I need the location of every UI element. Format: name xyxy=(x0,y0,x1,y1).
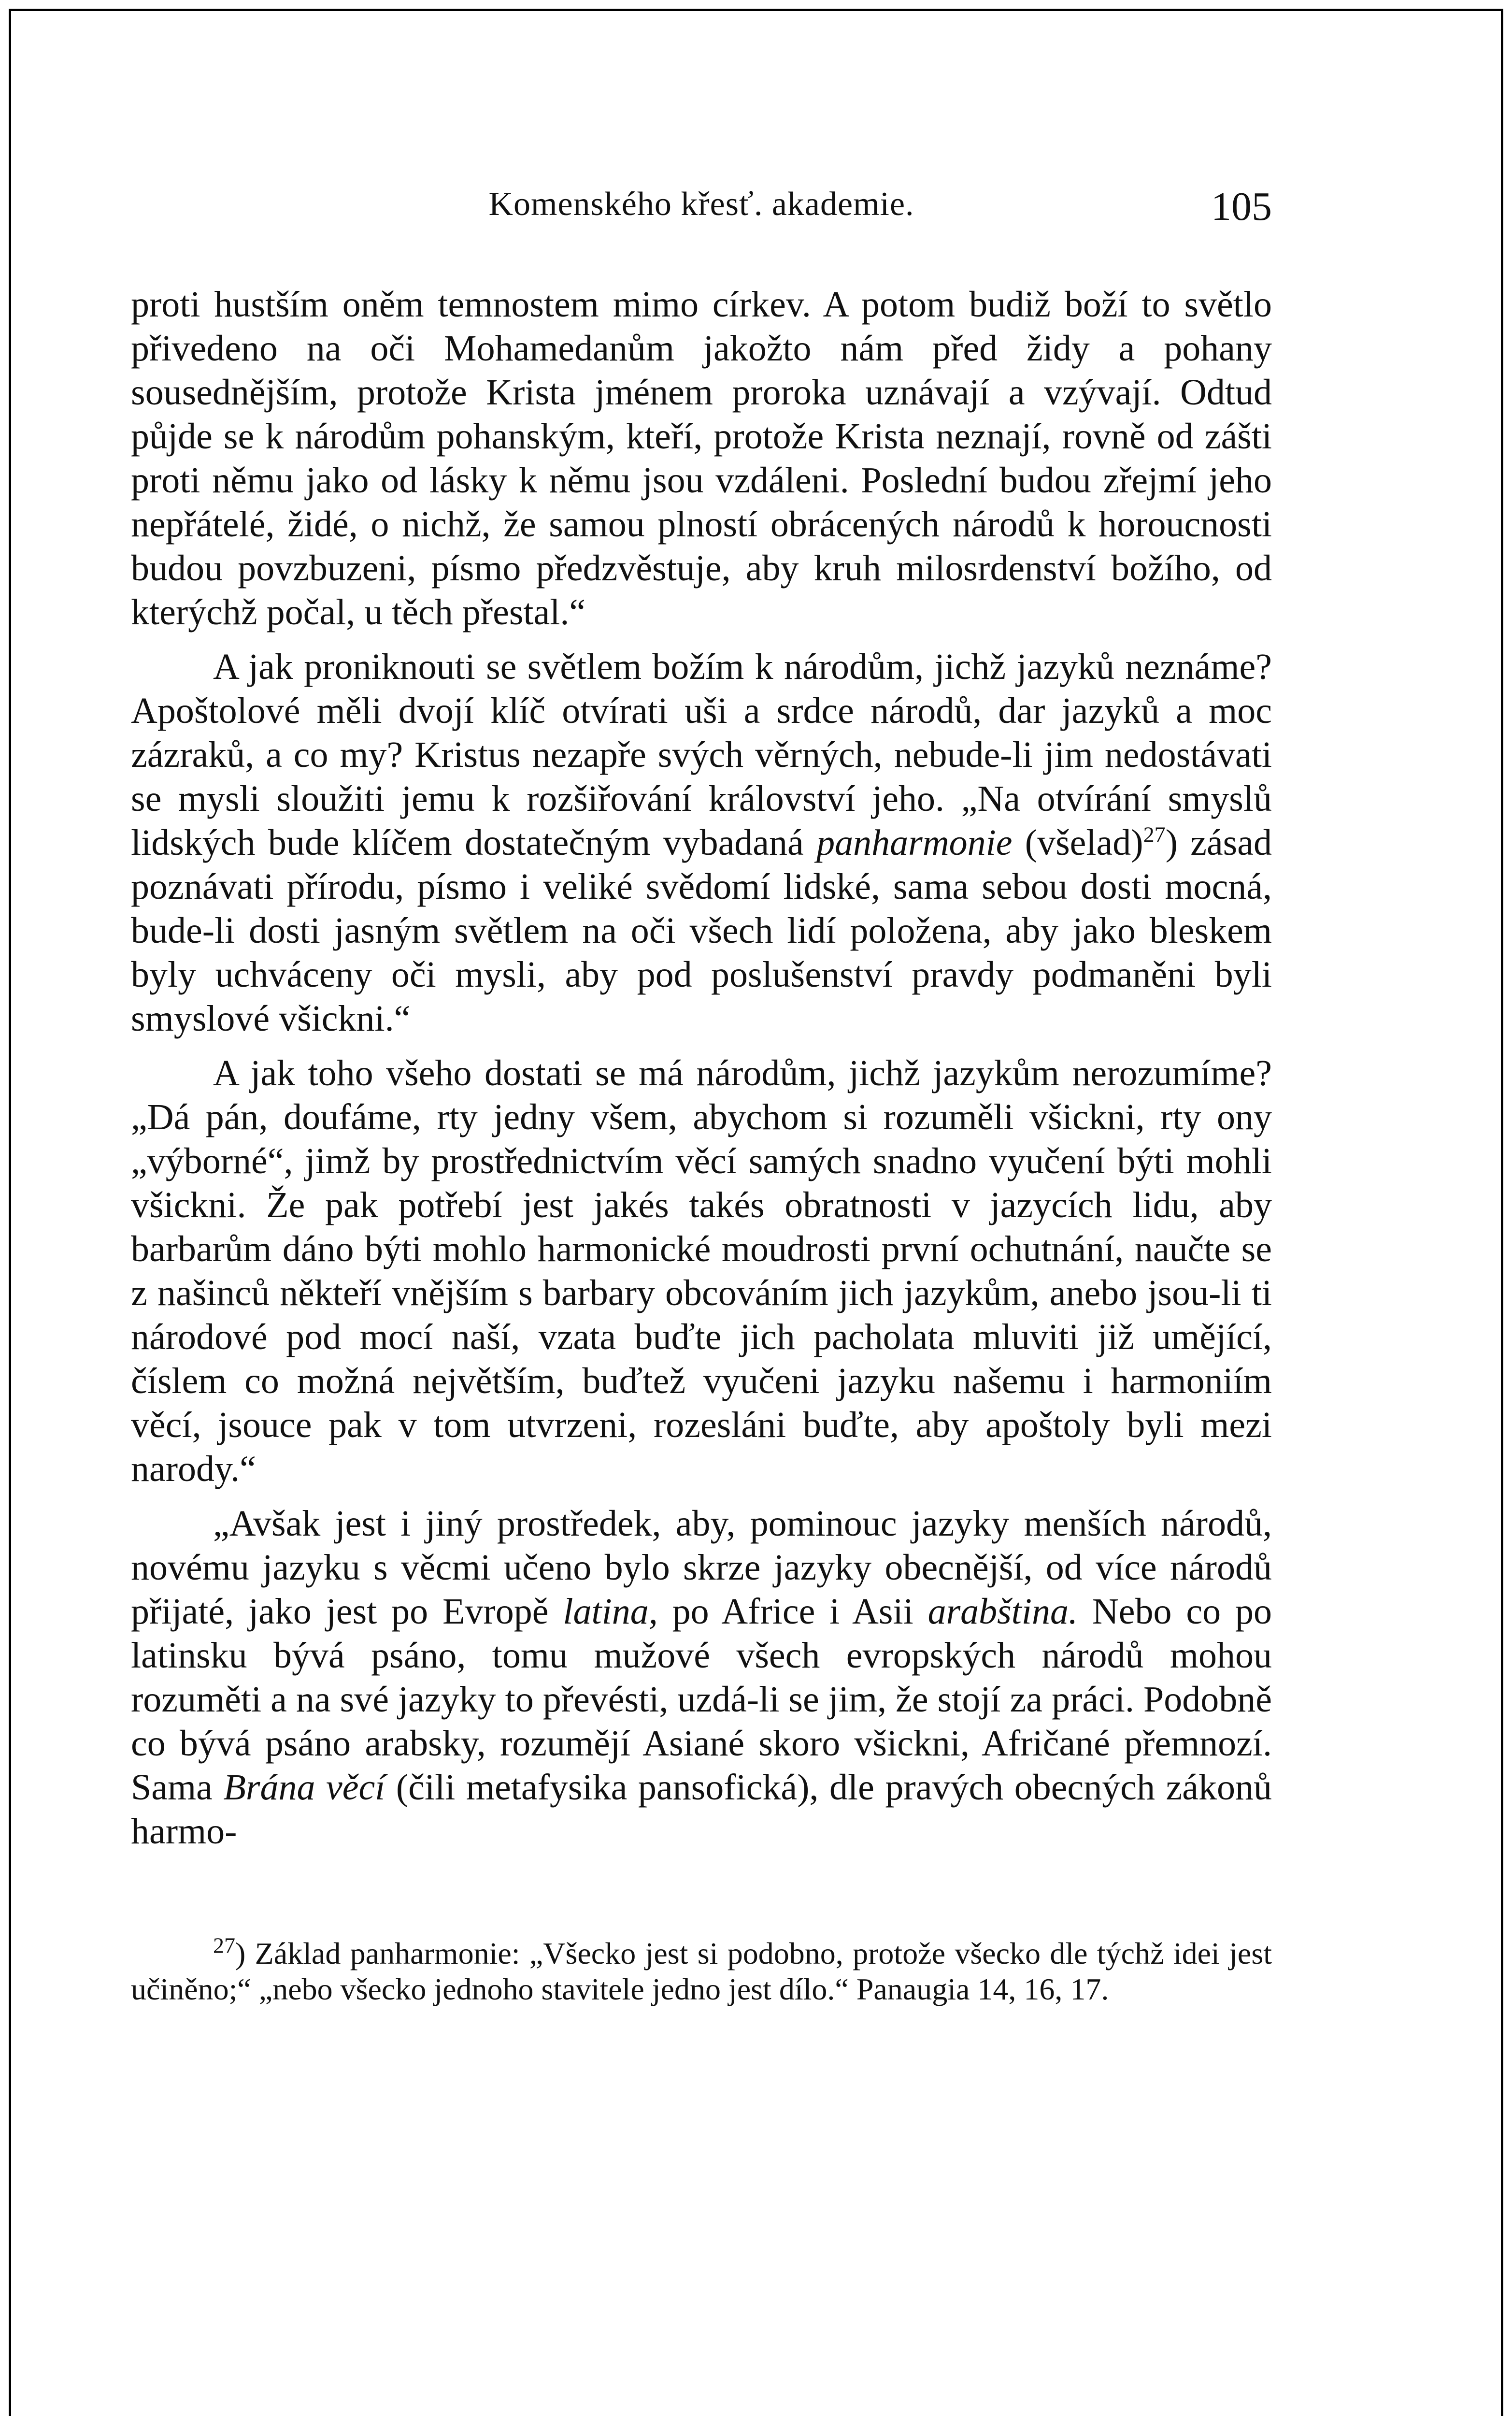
paragraph-4 xyxy=(131,1502,1272,1854)
paragraph-text: A jak proniknouti se světlem božím k národům, jichž jazyků neznáme? Apoštolové měli dvojí klíč otvírati uši a srdce národů, dar jazyků a moc zázraků, a co my? Kristus nezapře svých věrných, nebude-li jim nedostávati se mysli sloužiti jemu k rozšiřování království jeho. „Na otvírání smyslů lidských bude klíčem dostatečným vybadaná xyxy=(131,647,1272,863)
page-header xyxy=(131,185,1272,243)
italic-term-brana-veci: Brána věcí xyxy=(223,1767,385,1808)
paragraph-text: Nebo co po latinsku bývá psáno, tomu mužové všech evropských národů mohou rozuměti a na své jazyky to převésti, uzdá-li se jim, že stojí za práci. Podobně co bývá psáno arabsky, rozumějí Asiané skoro všickni, Afričané přemnozí. Sama xyxy=(131,1591,1272,1808)
paragraph-text: proti hustším oněm temnostem mimo církev. A potom budiž boží to světlo přivedeno na oči Mohamedanům jakožto nám před židy a pohany sousednějším, protože Krista jménem proroka uznávají a vzývají. Odtud půjde se k národům pohanským, kteří, protože Krista neznají, rovně od zášti proti němu jako od lásky k němu jsou vzdáleni. Poslední budou zřejmí jeho nepřátelé, židé, o nichž, že samou plností obrácených národů k horoucnosti budou povzbuzeni, písmo předzvěstuje, aby kruh milosrdenství božího, od kterýchž počal, u těch přestal.“ xyxy=(131,284,1272,633)
paragraph-text: (čili metafysika pansofická), dle pravých obecných zákonů harmo- xyxy=(131,1767,1272,1852)
paragraph-text: A jak toho všeho dostati se má národům, jichž jazykům nerozumíme? „Dá pán, doufáme, rty jedny všem, abychom si rozuměli všickni, rty ony „výborné“, jimž by prostřednictvím věcí samých snadno vyučení býti mohli všickni. Že pak potřebí jest jakés takés obratnosti v jazycích lidu, aby barbarům dáno býti mohlo harmonické moudrosti první ochutnání, naučte se z našinců někteří vnějším s barbary obcováním jich jazykům, anebo jsou-li ti národové pod mocí naší, vzata buďte jich pacholata mluviti již umějící, číslem co možná největším, buďtež vyučeni jazyku našemu i harmoniím věcí, jsouce pak v tom utvrzeni, rozesláni buďte, aby apoštoly byli mezi narody.“ xyxy=(131,1053,1272,1489)
page-frame xyxy=(9,9,1503,2416)
footnote-text: ) Základ panharmonie: „Všecko jest si podobno, protože všecko dle týchž idei jest učiněno;“ „nebo všecko jednoho stavitele jedno jest dílo.“ Panaugia 14, 16, 17. xyxy=(131,1936,1272,2006)
paragraph-3 xyxy=(131,1051,1272,1491)
footnote xyxy=(131,1933,1272,2007)
paragraph-text: (všelad) xyxy=(1012,822,1143,863)
footnote-marker: 27 xyxy=(213,1933,235,1958)
footnote-spacer xyxy=(131,1854,1272,1936)
page-number: 105 xyxy=(1211,184,1272,229)
italic-term-arabstina: arabština. xyxy=(927,1591,1078,1632)
italic-term-latina: latina, xyxy=(563,1591,658,1632)
footnote-reference: 27 xyxy=(1143,822,1166,847)
running-title: Komenského křesť. akademie. xyxy=(488,186,914,223)
italic-term-panharmonie: panharmonie xyxy=(816,822,1013,863)
paragraph-2 xyxy=(131,645,1272,1041)
paragraph-text: ) zásad poznávati přírodu, písmo i veliké svědomí lidské, sama sebou dosti mocná, bude-li dosti jasným světlem na oči všech lidí položena, aby jako bleskem byly uchváceny oči mysli, aby pod poslušenství pravdy podmaněni byli smyslové všickni.“ xyxy=(131,822,1272,1039)
paragraph-text: po Africe i Asii xyxy=(657,1591,928,1632)
paragraph-1 xyxy=(131,283,1272,634)
paragraph-text: „Avšak jest i jiný prostředek, aby, pominouc jazyky menších národů, novému jazyku s věcmi učeno bylo skrze jazyky obecnější, od více národů přijaté, jako jest po Evropě xyxy=(131,1503,1272,1632)
body-text xyxy=(131,283,1272,1854)
book-page xyxy=(131,185,1272,2007)
